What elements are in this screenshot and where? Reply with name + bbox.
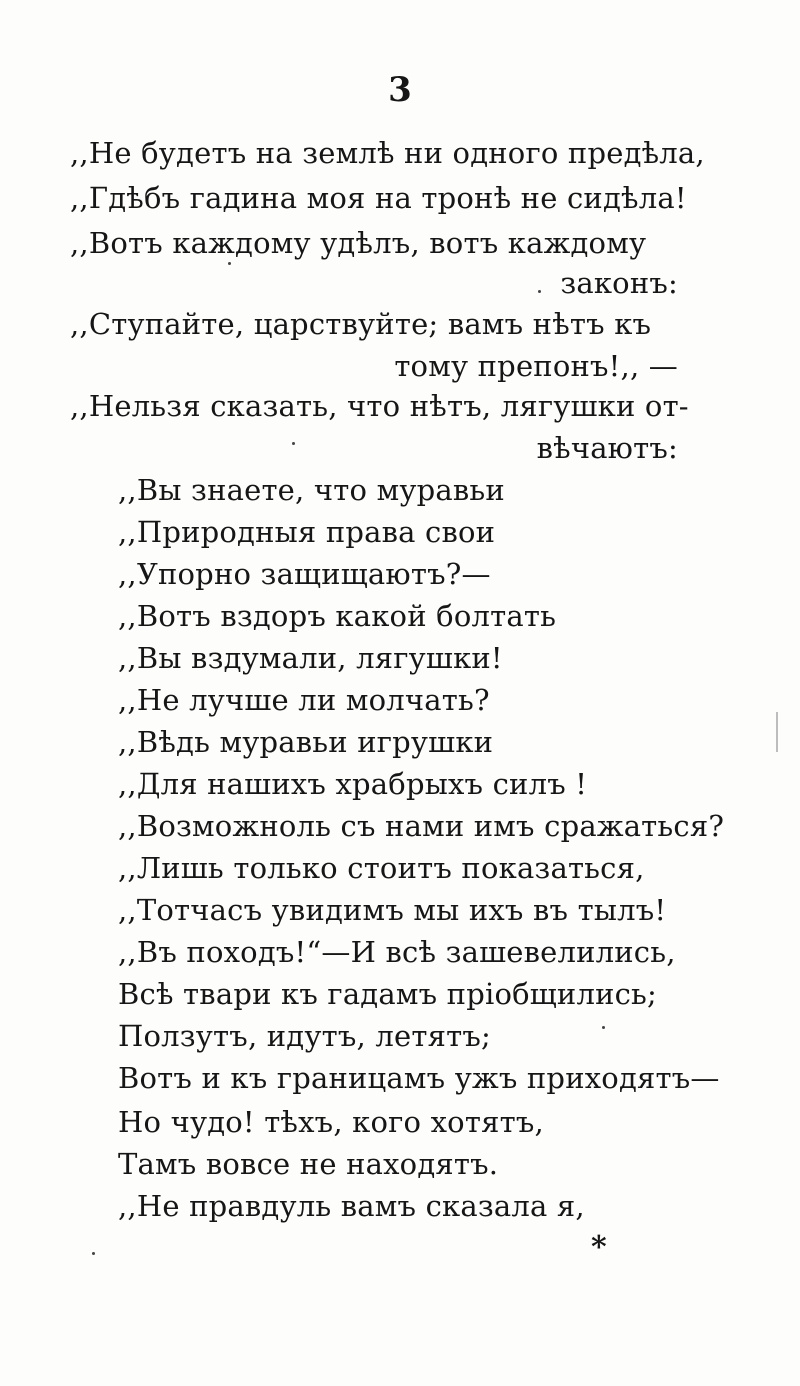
catchword-ornament: * bbox=[591, 1230, 607, 1265]
ink-speck bbox=[92, 1252, 95, 1255]
poem-line: ,,Для нашихъ храбрыхъ силъ ! bbox=[118, 767, 588, 801]
poem-line: Но чудо! тѣхъ, кого хотятъ, bbox=[118, 1105, 544, 1139]
poem-line: ,,Вы вздумали, лягушки! bbox=[118, 641, 503, 675]
ink-speck bbox=[292, 442, 295, 445]
poem-line: ,,Вотъ каждому удѣлъ, вотъ каждому bbox=[70, 226, 647, 260]
page-number: 3 bbox=[388, 70, 412, 110]
ink-speck bbox=[228, 262, 231, 265]
page-edge-mark bbox=[776, 712, 778, 752]
poem-line: ,,Возможноль съ нами имъ сражаться? bbox=[118, 809, 725, 843]
poem-line: ,,Природныя права свои bbox=[118, 515, 496, 549]
poem-line: вѣчаютъ: bbox=[536, 431, 678, 465]
poem-line: Вотъ и къ границамъ ужъ приходятъ— bbox=[118, 1061, 720, 1095]
poem-line: ,,Не будетъ на землѣ ни одного предѣла, bbox=[70, 136, 705, 170]
poem-line: ,,Упорно защищаютъ?— bbox=[118, 557, 491, 591]
poem-line: Тамъ вовсе не находятъ. bbox=[118, 1147, 499, 1181]
poem-line: ,,Гдѣбъ гадина моя на тронѣ не сидѣла! bbox=[70, 181, 687, 215]
poem-line: ,,Лишь только стоитъ показаться, bbox=[118, 851, 645, 885]
poem-line: законъ: bbox=[560, 266, 678, 300]
poem-line: ,,Тотчасъ увидимъ мы ихъ въ тылъ! bbox=[118, 893, 667, 927]
ink-speck bbox=[602, 1026, 605, 1029]
poem-line: ,,Ступайте, царствуйте; вамъ нѣтъ къ bbox=[70, 307, 652, 341]
poem-line: Ползутъ, идутъ, летятъ; bbox=[118, 1019, 491, 1053]
poem-line: ,,Вы знаете, что муравьи bbox=[118, 473, 505, 507]
poem-line: ,,Въ походъ!“—И всѣ зашевелились, bbox=[118, 935, 676, 969]
poem-line: ,,Вотъ вздоръ какой болтать bbox=[118, 599, 557, 633]
poem-line: ,,Не лучше ли молчать? bbox=[118, 683, 490, 717]
poem-line: тому препонъ!,, — bbox=[394, 349, 678, 383]
poem-line: Всѣ твари къ гадамъ пріобщились; bbox=[118, 977, 658, 1011]
ink-speck bbox=[538, 290, 541, 293]
poem-line: ,,Вѣдь муравьи игрушки bbox=[118, 725, 494, 759]
poem-line: ,,Не правдуль вамъ сказала я, bbox=[118, 1189, 585, 1223]
poem-line: ,,Нельзя сказать, что нѣтъ, лягушки от- bbox=[70, 389, 689, 423]
